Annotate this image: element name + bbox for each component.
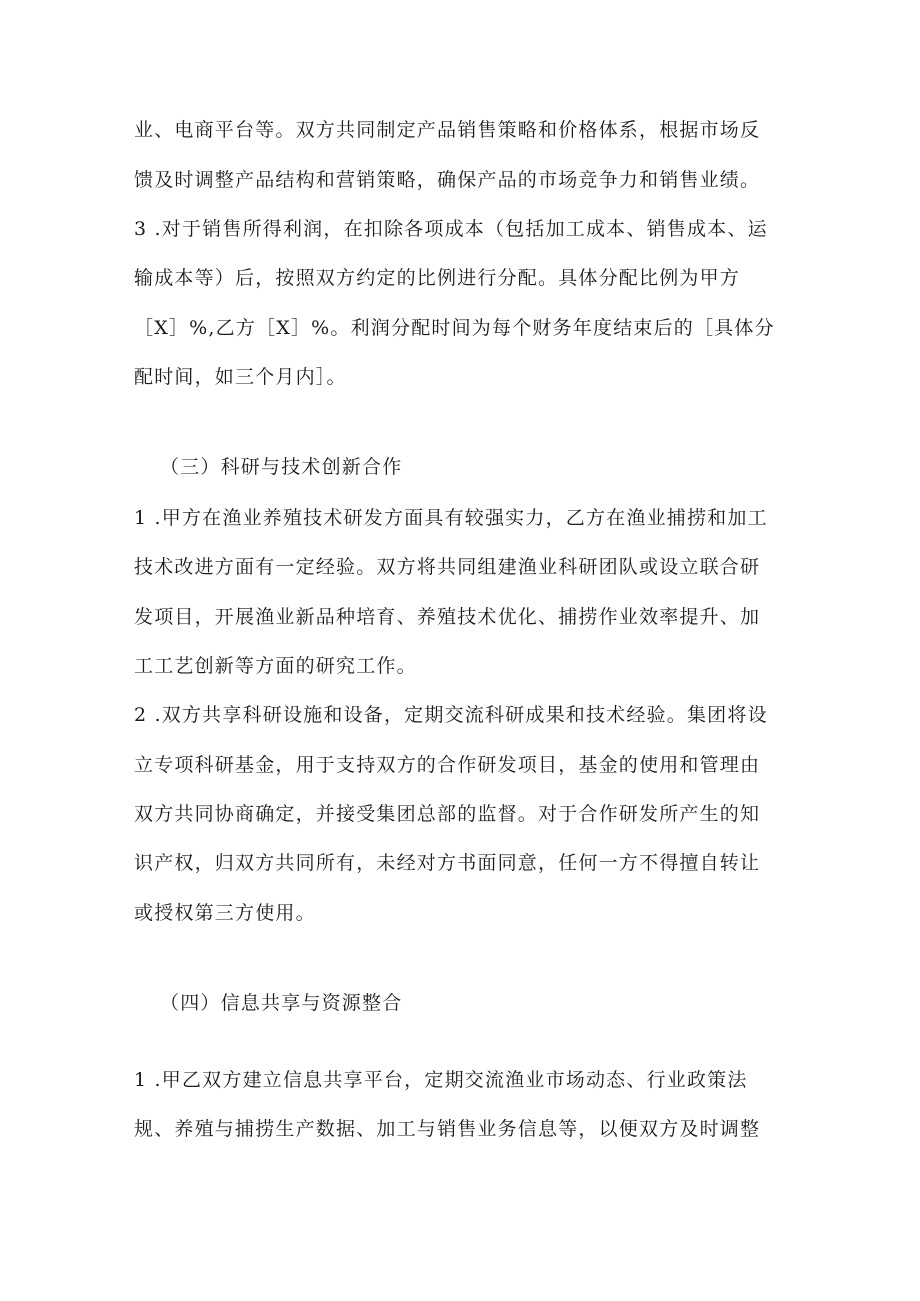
text-line: 立专项科研基金，用于支持双方的合作研发项目，基金的使用和管理由 <box>134 754 761 776</box>
text-line: 技术改进方面有一定经验。双方将共同组建渔业科研团队或设立联合研 <box>134 556 761 578</box>
section-heading-3: （三）科研与技术创新合作 <box>160 456 403 478</box>
text-line: 业、电商平台等。双方共同制定产品销售策略和价格体系，根据市场反 <box>134 119 761 141</box>
text-line: 输成本等）后，按照双方约定的比例进行分配。具体分配比例为甲方 <box>134 267 741 289</box>
text-line: ［X］%,乙方［X］%。利润分配时间为每个财务年度结束后的［具体分 <box>134 317 775 339</box>
text-line: 工工艺创新等方面的研究工作。 <box>134 655 417 677</box>
text-line: 馈及时调整产品结构和营销策略，确保产品的市场竞争力和销售业绩。 <box>134 169 761 191</box>
text-line: 2 .双方共享科研设施和设备，定期交流科研成果和技术经验。集团将设 <box>134 704 768 726</box>
text-line: 双方共同协商确定，并接受集团总部的监督。对于合作研发所产生的知 <box>134 803 761 825</box>
text-line: 或授权第三方使用。 <box>134 902 316 924</box>
text-line: 发项目，开展渔业新品种培育、养殖技术优化、捕捞作业效率提升、加 <box>134 606 761 628</box>
text-line: 配时间，如三个月内］。 <box>134 366 347 388</box>
section-heading-4: （四）信息共享与资源整合 <box>160 992 403 1014</box>
text-line: 1 .甲方在渔业养殖技术研发方面具有较强实力，乙方在渔业捕捞和加工 <box>134 507 768 529</box>
text-line: 识产权，归双方共同所有，未经对方书面同意，任何一方不得擅自转让 <box>134 852 761 874</box>
text-line: 规、养殖与捕捞生产数据、加工与销售业务信息等，以便双方及时调整 <box>134 1118 761 1140</box>
text-line: 3 .对于销售所得利润，在扣除各项成本（包括加工成本、销售成本、运 <box>134 218 768 240</box>
text-line: 1 .甲乙双方建立信息共享平台，定期交流渔业市场动态、行业政策法 <box>134 1069 748 1091</box>
